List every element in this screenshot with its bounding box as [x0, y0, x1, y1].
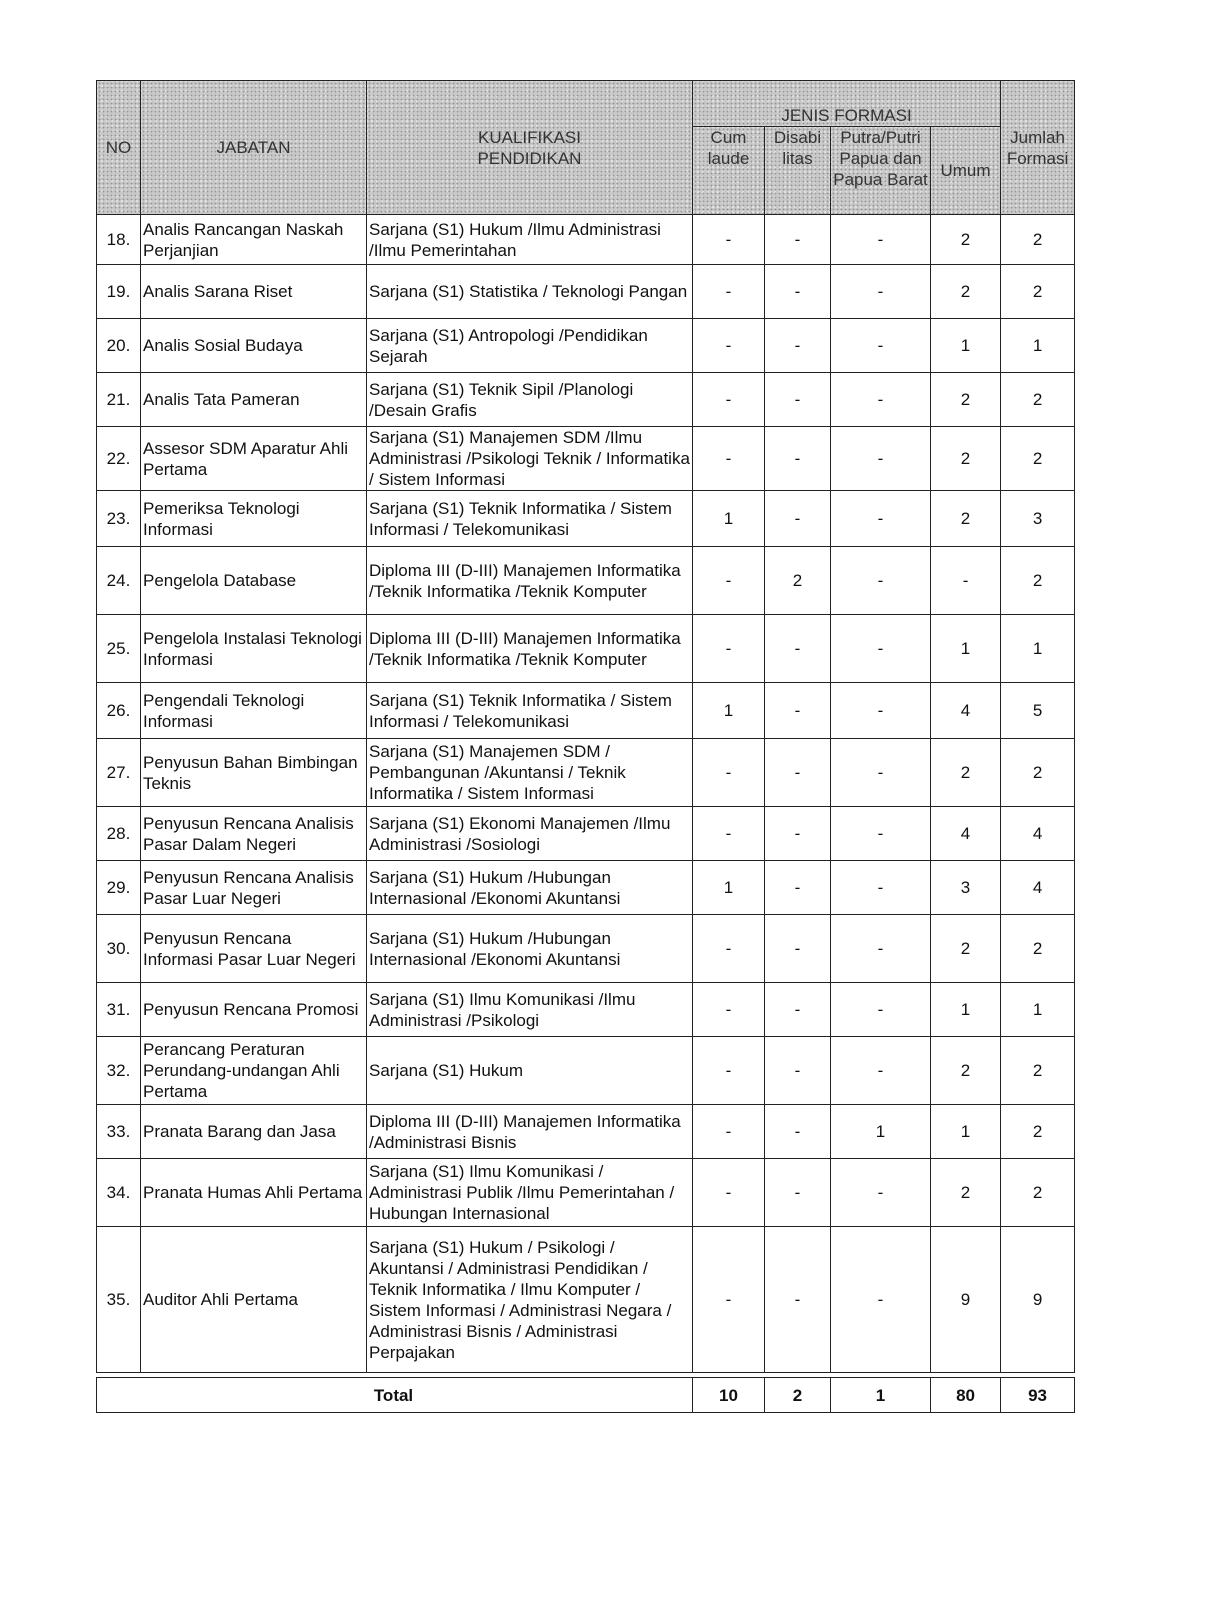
- row-kualifikasi: Sarjana (S1) Manajemen SDM / Pembangunan /Akuntansi / Teknik Informatika / Sistem Informasi: [367, 739, 693, 807]
- table-row: [97, 373, 1075, 427]
- header-cumlaude: Cum laude: [693, 127, 765, 215]
- row-jabatan: Analis Sarana Riset: [141, 265, 367, 319]
- row-jumlah: 2: [1001, 427, 1075, 491]
- row-umum: 2: [931, 739, 1001, 807]
- total-umum: 80: [931, 1378, 1001, 1413]
- table-row: [97, 319, 1075, 373]
- row-disabilitas: -: [765, 861, 831, 915]
- row-umum: 2: [931, 215, 1001, 265]
- row-umum: 1: [931, 983, 1001, 1037]
- header-jabatan: JABATAN: [141, 81, 367, 215]
- total-label: Total: [97, 1378, 693, 1413]
- row-no: 30.: [97, 915, 141, 983]
- row-jumlah: 2: [1001, 915, 1075, 983]
- row-jabatan: Pengelola Database: [141, 547, 367, 615]
- row-cumlaude: -: [693, 427, 765, 491]
- table-row: [97, 1227, 1075, 1373]
- header-disabilitas: Disabi litas: [765, 127, 831, 215]
- formasi-table-sheet: [96, 80, 1074, 1413]
- row-papua: -: [831, 615, 931, 683]
- total-disabilitas: 2: [765, 1378, 831, 1413]
- row-disabilitas: -: [765, 491, 831, 547]
- row-jabatan: Pemeriksa Teknologi Informasi: [141, 491, 367, 547]
- row-papua: -: [831, 861, 931, 915]
- table-row: [97, 1037, 1075, 1105]
- row-kualifikasi: Sarjana (S1) Ilmu Komunikasi /Ilmu Administrasi /Psikologi: [367, 983, 693, 1037]
- table-row: [97, 615, 1075, 683]
- row-cumlaude: -: [693, 547, 765, 615]
- row-cumlaude: -: [693, 265, 765, 319]
- header-no: NO: [97, 81, 141, 215]
- row-kualifikasi: Sarjana (S1) Ilmu Komunikasi / Administrasi Publik /Ilmu Pemerintahan / Hubungan Internasional: [367, 1159, 693, 1227]
- row-jabatan: Penyusun Rencana Analisis Pasar Luar Negeri: [141, 861, 367, 915]
- row-jabatan: Penyusun Rencana Promosi: [141, 983, 367, 1037]
- header-papua: Putra/Putri Papua dan Papua Barat: [831, 127, 931, 215]
- row-no: 24.: [97, 547, 141, 615]
- row-jumlah: 9: [1001, 1227, 1075, 1373]
- row-papua: -: [831, 215, 931, 265]
- row-umum: 2: [931, 373, 1001, 427]
- row-jumlah: 1: [1001, 319, 1075, 373]
- row-no: 22.: [97, 427, 141, 491]
- row-no: 32.: [97, 1037, 141, 1105]
- table-row: [97, 427, 1075, 491]
- row-umum: 2: [931, 915, 1001, 983]
- row-jumlah: 1: [1001, 615, 1075, 683]
- row-cumlaude: 1: [693, 491, 765, 547]
- row-umum: 4: [931, 683, 1001, 739]
- row-jumlah: 5: [1001, 683, 1075, 739]
- row-jabatan: Analis Sosial Budaya: [141, 319, 367, 373]
- table-row: [97, 265, 1075, 319]
- row-disabilitas: -: [765, 1105, 831, 1159]
- formasi-table: [96, 80, 1075, 1413]
- row-jabatan: Penyusun Rencana Analisis Pasar Dalam Negeri: [141, 807, 367, 861]
- total-row: [97, 1378, 1075, 1413]
- row-kualifikasi: Sarjana (S1) Statistika / Teknologi Pangan: [367, 265, 693, 319]
- table-row: [97, 215, 1075, 265]
- row-kualifikasi: Sarjana (S1) Manajemen SDM /Ilmu Administrasi /Psikologi Teknik / Informatika / Sistem Informasi: [367, 427, 693, 491]
- row-disabilitas: -: [765, 915, 831, 983]
- row-cumlaude: 1: [693, 683, 765, 739]
- row-jabatan: Pengendali Teknologi Informasi: [141, 683, 367, 739]
- row-cumlaude: -: [693, 807, 765, 861]
- row-papua: -: [831, 427, 931, 491]
- row-jumlah: 2: [1001, 739, 1075, 807]
- row-disabilitas: -: [765, 1227, 831, 1373]
- row-kualifikasi: Sarjana (S1) Antropologi /Pendidikan Sejarah: [367, 319, 693, 373]
- row-umum: 4: [931, 807, 1001, 861]
- row-cumlaude: -: [693, 915, 765, 983]
- row-umum: -: [931, 547, 1001, 615]
- row-no: 31.: [97, 983, 141, 1037]
- table-row: [97, 739, 1075, 807]
- row-jabatan: Perancang Peraturan Perundang-undangan Ahli Pertama: [141, 1037, 367, 1105]
- row-disabilitas: -: [765, 1159, 831, 1227]
- row-kualifikasi: Sarjana (S1) Teknik Informatika / Sistem Informasi / Telekomunikasi: [367, 491, 693, 547]
- row-kualifikasi: Sarjana (S1) Hukum /Ilmu Administrasi /Ilmu Pemerintahan: [367, 215, 693, 265]
- table-row: [97, 807, 1075, 861]
- row-no: 19.: [97, 265, 141, 319]
- row-jumlah: 2: [1001, 1105, 1075, 1159]
- row-umum: 1: [931, 319, 1001, 373]
- row-jabatan: Pranata Barang dan Jasa: [141, 1105, 367, 1159]
- row-jumlah: 2: [1001, 373, 1075, 427]
- row-no: 27.: [97, 739, 141, 807]
- row-jabatan: Analis Tata Pameran: [141, 373, 367, 427]
- row-no: 21.: [97, 373, 141, 427]
- row-jumlah: 3: [1001, 491, 1075, 547]
- row-cumlaude: -: [693, 1227, 765, 1373]
- row-umum: 1: [931, 615, 1001, 683]
- row-papua: -: [831, 683, 931, 739]
- row-jabatan: Analis Rancangan Naskah Perjanjian: [141, 215, 367, 265]
- table-row: [97, 915, 1075, 983]
- row-jabatan: Pranata Humas Ahli Pertama: [141, 1159, 367, 1227]
- row-jumlah: 2: [1001, 215, 1075, 265]
- row-disabilitas: -: [765, 983, 831, 1037]
- row-jumlah: 2: [1001, 547, 1075, 615]
- row-cumlaude: -: [693, 615, 765, 683]
- row-no: 18.: [97, 215, 141, 265]
- row-jabatan: Pengelola Instalasi Teknologi Informasi: [141, 615, 367, 683]
- row-papua: -: [831, 739, 931, 807]
- table-row: [97, 547, 1075, 615]
- row-kualifikasi: Sarjana (S1) Hukum: [367, 1037, 693, 1105]
- table-footer: [97, 1373, 1075, 1413]
- row-cumlaude: -: [693, 319, 765, 373]
- row-papua: -: [831, 319, 931, 373]
- row-disabilitas: -: [765, 615, 831, 683]
- row-no: 35.: [97, 1227, 141, 1373]
- total-papua: 1: [831, 1378, 931, 1413]
- header-jenis-formasi: JENIS FORMASI: [693, 81, 1001, 127]
- row-umum: 2: [931, 427, 1001, 491]
- table-row: [97, 683, 1075, 739]
- row-papua: -: [831, 1037, 931, 1105]
- row-disabilitas: -: [765, 1037, 831, 1105]
- table-row: [97, 983, 1075, 1037]
- row-cumlaude: -: [693, 983, 765, 1037]
- row-umum: 2: [931, 1159, 1001, 1227]
- row-disabilitas: -: [765, 319, 831, 373]
- row-jumlah: 4: [1001, 807, 1075, 861]
- row-papua: -: [831, 807, 931, 861]
- row-cumlaude: -: [693, 1159, 765, 1227]
- row-jumlah: 4: [1001, 861, 1075, 915]
- row-papua: -: [831, 915, 931, 983]
- row-disabilitas: -: [765, 807, 831, 861]
- table-header: [97, 81, 1075, 215]
- row-papua: -: [831, 1159, 931, 1227]
- row-jabatan: Auditor Ahli Pertama: [141, 1227, 367, 1373]
- row-jumlah: 2: [1001, 1037, 1075, 1105]
- row-disabilitas: -: [765, 683, 831, 739]
- row-umum: 2: [931, 265, 1001, 319]
- row-no: 29.: [97, 861, 141, 915]
- row-disabilitas: 2: [765, 547, 831, 615]
- row-no: 26.: [97, 683, 141, 739]
- row-no: 20.: [97, 319, 141, 373]
- row-no: 23.: [97, 491, 141, 547]
- header-umum: Umum: [931, 127, 1001, 215]
- table-row: [97, 1105, 1075, 1159]
- row-disabilitas: -: [765, 215, 831, 265]
- row-no: 33.: [97, 1105, 141, 1159]
- row-papua: -: [831, 373, 931, 427]
- row-jumlah: 2: [1001, 265, 1075, 319]
- row-papua: -: [831, 547, 931, 615]
- row-cumlaude: -: [693, 215, 765, 265]
- row-disabilitas: -: [765, 739, 831, 807]
- row-papua: -: [831, 265, 931, 319]
- row-kualifikasi: Sarjana (S1) Teknik Informatika / Sistem Informasi / Telekomunikasi: [367, 683, 693, 739]
- row-umum: 2: [931, 491, 1001, 547]
- row-papua: 1: [831, 1105, 931, 1159]
- row-kualifikasi: Diploma III (D-III) Manajemen Informatika /Teknik Informatika /Teknik Komputer: [367, 547, 693, 615]
- row-jumlah: 2: [1001, 1159, 1075, 1227]
- row-cumlaude: -: [693, 739, 765, 807]
- row-kualifikasi: Diploma III (D-III) Manajemen Informatika /Administrasi Bisnis: [367, 1105, 693, 1159]
- row-kualifikasi: Diploma III (D-III) Manajemen Informatika /Teknik Informatika /Teknik Komputer: [367, 615, 693, 683]
- row-kualifikasi: Sarjana (S1) Hukum /Hubungan Internasional /Ekonomi Akuntansi: [367, 915, 693, 983]
- row-umum: 3: [931, 861, 1001, 915]
- row-cumlaude: 1: [693, 861, 765, 915]
- row-kualifikasi: Sarjana (S1) Ekonomi Manajemen /Ilmu Administrasi /Sosiologi: [367, 807, 693, 861]
- row-no: 34.: [97, 1159, 141, 1227]
- row-no: 25.: [97, 615, 141, 683]
- row-papua: -: [831, 491, 931, 547]
- row-umum: 9: [931, 1227, 1001, 1373]
- row-disabilitas: -: [765, 265, 831, 319]
- row-kualifikasi: Sarjana (S1) Hukum /Hubungan Internasional /Ekonomi Akuntansi: [367, 861, 693, 915]
- header-jumlah-formasi: Jumlah Formasi: [1001, 81, 1075, 215]
- row-jabatan: Penyusun Bahan Bimbingan Teknis: [141, 739, 367, 807]
- total-cumlaude: 10: [693, 1378, 765, 1413]
- table-row: [97, 1159, 1075, 1227]
- row-disabilitas: -: [765, 373, 831, 427]
- row-disabilitas: -: [765, 427, 831, 491]
- row-cumlaude: -: [693, 1105, 765, 1159]
- row-cumlaude: -: [693, 373, 765, 427]
- row-no: 28.: [97, 807, 141, 861]
- row-kualifikasi: Sarjana (S1) Teknik Sipil /Planologi /Desain Grafis: [367, 373, 693, 427]
- total-jumlah: 93: [1001, 1378, 1075, 1413]
- header-kualifikasi: KUALIFIKASI PENDIDIKAN: [367, 81, 693, 215]
- row-umum: 1: [931, 1105, 1001, 1159]
- row-papua: -: [831, 983, 931, 1037]
- row-cumlaude: -: [693, 1037, 765, 1105]
- row-jabatan: Penyusun Rencana Informasi Pasar Luar Negeri: [141, 915, 367, 983]
- row-umum: 2: [931, 1037, 1001, 1105]
- row-jumlah: 1: [1001, 983, 1075, 1037]
- table-row: [97, 491, 1075, 547]
- table-row: [97, 861, 1075, 915]
- row-kualifikasi: Sarjana (S1) Hukum / Psikologi / Akuntansi / Administrasi Pendidikan / Teknik Informatika / Ilmu Komputer / Sistem Informasi / Administrasi Negara / Administrasi Bisnis / Administrasi Perpajakan: [367, 1227, 693, 1373]
- row-papua: -: [831, 1227, 931, 1373]
- table-body: [97, 215, 1075, 1373]
- row-jabatan: Assesor SDM Aparatur Ahli Pertama: [141, 427, 367, 491]
